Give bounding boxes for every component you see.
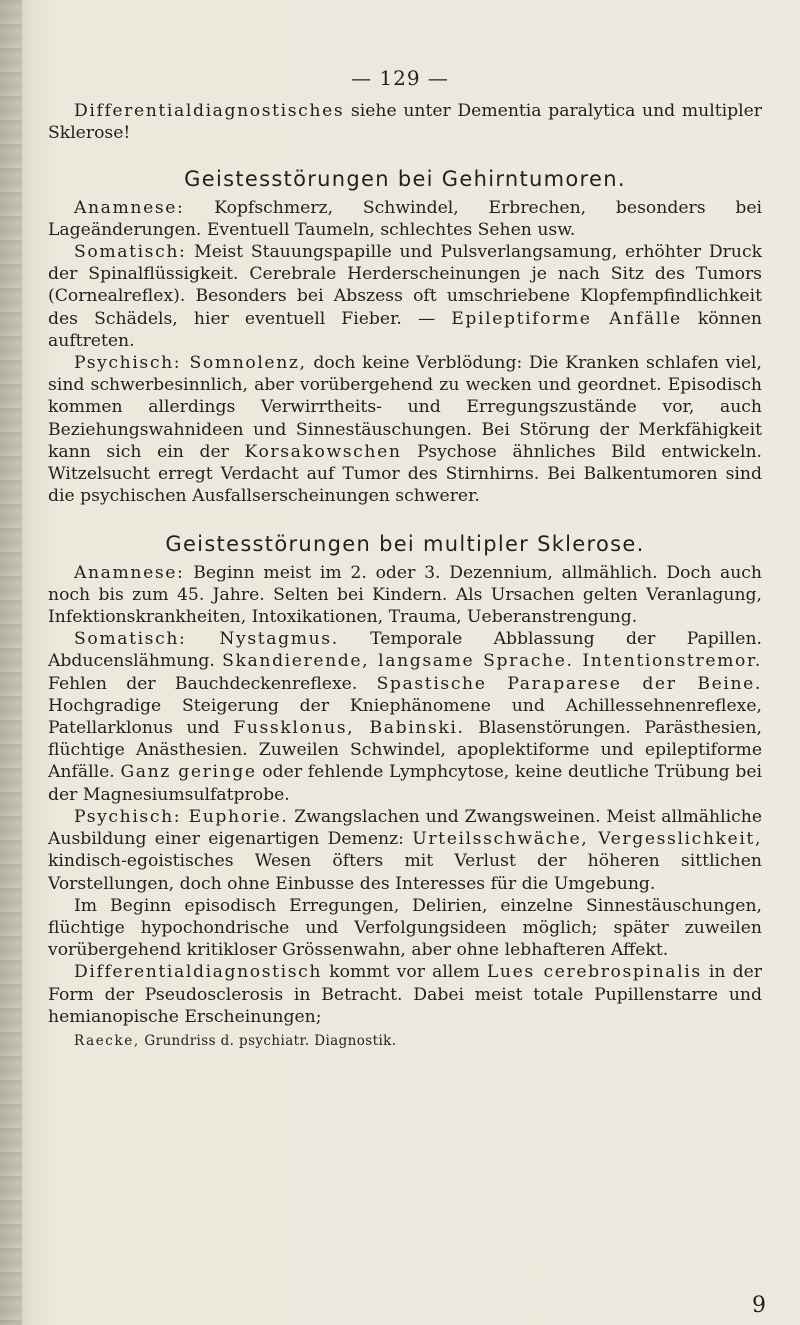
sclerosis-somatic-label: Somatisch: — [74, 629, 187, 650]
sclerosis-differential-paragraph — [48, 961, 762, 1028]
tumors-psychic-text-a: doch keine Verblödung: Die Kranken schlafen viel, sind schwerbesinnlich, aber vorübergehend zu wecken und geordnet. Episodisch kommen allerdings Verwirrtheits- und Erregungszustände vor, auch Beziehungswahnideen und Sinnestäuschungen. Bei Störung der Merkfähigkeit kann sich ein der — [48, 353, 762, 462]
sclerosis-episodic-paragraph: Im Beginn episodisch Erregungen, Delirien, einzelne Sinnestäuschungen, flüchtige hypochondrische und Verfolgungsideen möglich; später zuweilen vorübergehend kritikloser Grössenwahn, aber ohne lebhafteren Affekt. — [48, 895, 762, 961]
sclerosis-differential-text-a: kommt vor allem — [322, 962, 487, 983]
section-heading-sclerosis: Geistesstörungen bei multipler Sklerose. — [165, 532, 645, 557]
tumors-psychic-label: Psychisch: — [74, 353, 182, 374]
sclerosis-somatic-text-a: Temporale Abblassung der Papillen. Abducenslähmung. — [48, 629, 762, 672]
sclerosis-somatic-paragraph — [48, 628, 762, 806]
sclerosis-anamnese-text: Beginn meist im 2. oder 3. Dezennium, allmählich. Doch auch noch bis zum 45. Jahre. Selten bei Kindern. Als Ursachen gelten Veranlagung, Infektionskrankheiten, Intoxikationen, Trauma, Ueberanstrengung. — [48, 562, 762, 628]
footer-title: Grundriss d. psychiatr. Diagnostik. — [139, 1032, 397, 1049]
page-number: — 129 — — [351, 66, 449, 90]
tumors-psychic-text-b: Psychose ähnliches Bild entwickeln. Witzelsucht erregt Verdacht auf Tumor des Stirnhirns. Bei Balkentumoren sind die psychischen Ausfallserscheinungen schwerer. — [48, 441, 762, 507]
sclerosis-differential-text-b: in der Form der Pseudosclerosis in Betracht. Dabei meist totale Pupillenstarre und hemianopische Erscheinungen; — [48, 962, 762, 1027]
sclerosis-psychic-emphasis-1: Euphorie. — [181, 806, 289, 827]
sclerosis-differential-emphasis-2: Lues cerebrospinalis — [486, 962, 702, 983]
sclerosis-somatic-text-d: Blasenstörungen. Parästhesien, flüchtige Anästhesien. Zuweilen Schwindel, apoplektiforme und epileptiforme Anfälle. — [48, 718, 762, 783]
sclerosis-psychic-text-a: Zwangslachen und Zwangsweinen. Meist allmähliche Ausbildung einer eigenartigen Demenz: — [48, 806, 762, 850]
footer-author: Raecke, — [74, 1032, 140, 1049]
tumors-somatic-text-a: Meist Stauungspapille und Pulsverlangsamung, erhöhter Druck der Spinalflüssigkeit. Cerebrale Herderscheinungen je nach Sitz des Tumors (Cornealreflex). Besonders bei Abszess oft umschriebene Klopfempfindlichkeit des Schädels, hier eventuell Fieber. — — [48, 242, 762, 329]
intro-paragraph — [48, 100, 762, 144]
sclerosis-psychic-paragraph — [48, 806, 762, 895]
tumors-psychic-emphasis-korsakow: Korsakowschen — [244, 441, 402, 462]
sclerosis-somatic-emphasis-1: Nystagmus. — [186, 629, 339, 650]
page-gutter — [0, 0, 22, 1325]
tumors-somatic-emphasis: Epileptiforme Anfälle — [451, 308, 682, 329]
tumors-anamnese-text: Kopfschmerz, Schwindel, Erbrechen, besonders bei Lageänderungen. Eventuell Taumeln, schlechtes Sehen usw. — [48, 197, 762, 240]
tumors-anamnese-paragraph — [48, 197, 762, 241]
page-body — [48, 0, 762, 1052]
sclerosis-somatic-emphasis-2: Skandierende, langsame Sprache. Intentionstremor. — [222, 651, 762, 672]
sclerosis-somatic-text-b: Fehlen der Bauchdeckenreflexe. — [48, 673, 377, 694]
sclerosis-anamnese-label: Anamnese: — [74, 562, 185, 583]
tumors-psychic-paragraph — [48, 352, 762, 507]
tumors-psychic-emphasis: Somnolenz, — [181, 353, 307, 374]
sclerosis-somatic-text-c: Hochgradige Steigerung der Kniephänomene und Achillessehnenreflexe, Patellarklonus und — [48, 695, 762, 739]
sclerosis-somatic-text-e: oder fehlende Lymphcytose, keine deutliche Trübung bei der Magnesiumsulfatprobe. — [48, 762, 762, 805]
intro-text: siehe unter Dementia paralytica und multipler Sklerose! — [48, 101, 762, 144]
sclerosis-anamnese-paragraph — [48, 562, 762, 629]
tumors-somatic-label: Somatisch: — [74, 242, 187, 263]
sclerosis-psychic-label: Psychisch: — [74, 806, 182, 827]
sclerosis-somatic-emphasis-4: Fussklonus, Babinski. — [233, 718, 465, 739]
sclerosis-somatic-emphasis-3: Spastische Paraparese der Beine. — [376, 673, 762, 694]
section-heading-tumors: Geistesstörungen bei Gehirntumoren. — [184, 167, 626, 192]
tumors-somatic-text-b: können auftreten. — [48, 308, 762, 351]
tumors-somatic-paragraph — [48, 241, 762, 352]
sclerosis-psychic-emphasis-2: Urteilsschwäche, Vergesslichkeit, — [412, 829, 762, 850]
sclerosis-differential-emphasis-1: Differentialdiagnostisch — [74, 962, 323, 983]
sclerosis-somatic-emphasis-5: Ganz geringe — [120, 762, 257, 783]
tumors-anamnese-label: Anamnese: — [74, 197, 185, 218]
footer-line — [48, 1030, 762, 1052]
sclerosis-psychic-text-b: kindisch-egoistisches Wesen öfters mit Verlust der höheren sittlichen Vorstellungen, doch ohne Einbusse des Interesses für die Umgebung. — [48, 851, 762, 894]
intro-keyword: Differentialdiagnostisches — [74, 101, 345, 121]
signature-mark: 9 — [752, 1293, 766, 1318]
